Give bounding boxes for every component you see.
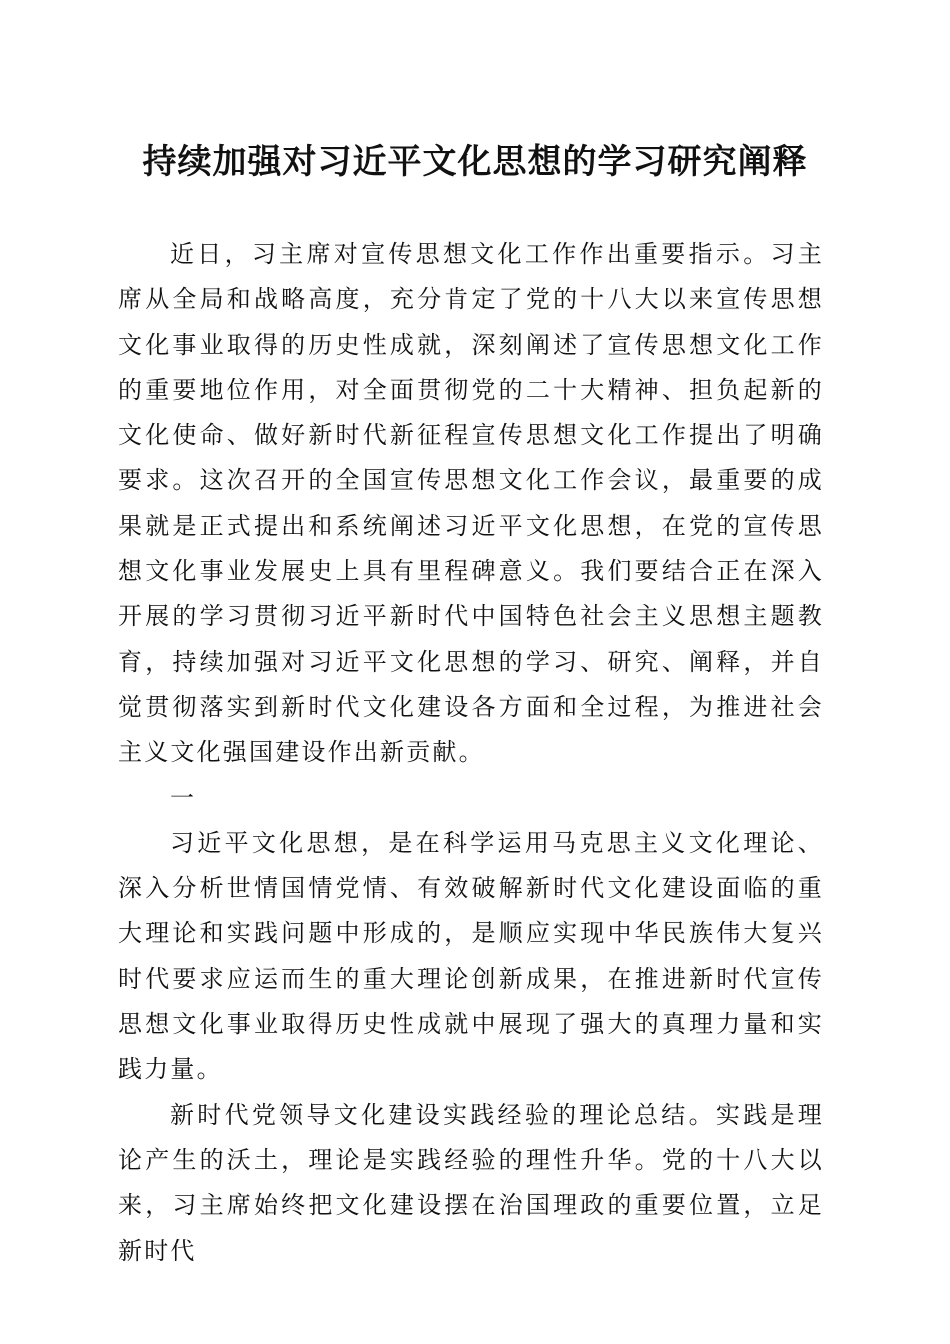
paragraph-intro: 近日，习主席对宣传思想文化工作作出重要指示。习主席从全局和战略高度，充分肯定了党的十八大以来宣传思想文化事业取得的历史性成就，深刻阐述了宣传思想文化工作的重要地位作用，对全面贯彻党的二十大精神、担负起新的文化使命、做好新时代新征程宣传思想文化工作提出了明确要求。这次召开的全国宣传思想文化工作会议，最重要的成果就是正式提出和系统阐述习近平文化思想，在党的宣传思想文化事业发展史上具有里程碑意义。我们要结合正在深入开展的学习贯彻习近平新时代中国特色社会主义思想主题教育，持续加强对习近平文化思想的学习、研究、阐释，并自觉贯彻落实到新时代文化建设各方面和全过程，为推进社会主义文化强国建设作出新贡献。	[118, 240, 824, 767]
section-number: 一	[170, 783, 197, 812]
paragraph-practice-summary: 新时代党领导文化建设实践经验的理论总结。实践是理论产生的沃土，理论是实践经验的理性升华。党的十八大以来，习主席始终把文化建设摆在治国理政的重要位置，立足新时代	[118, 1100, 824, 1265]
document-title: 持续加强对习近平文化思想的学习研究阐释	[142, 142, 808, 182]
document-body	[118, 232, 824, 1274]
paragraph-section-one: 习近平文化思想，是在科学运用马克思主义文化理论、深入分析世情国情党情、有效破解新时代文化建设面临的重大理论和实践问题中形成的，是顺应实现中华民族伟大复兴时代要求应运而生的重大理论创新成果，在推进新时代宣传思想文化事业取得历史性成就中展现了强大的真理力量和实践力量。	[118, 828, 824, 1084]
